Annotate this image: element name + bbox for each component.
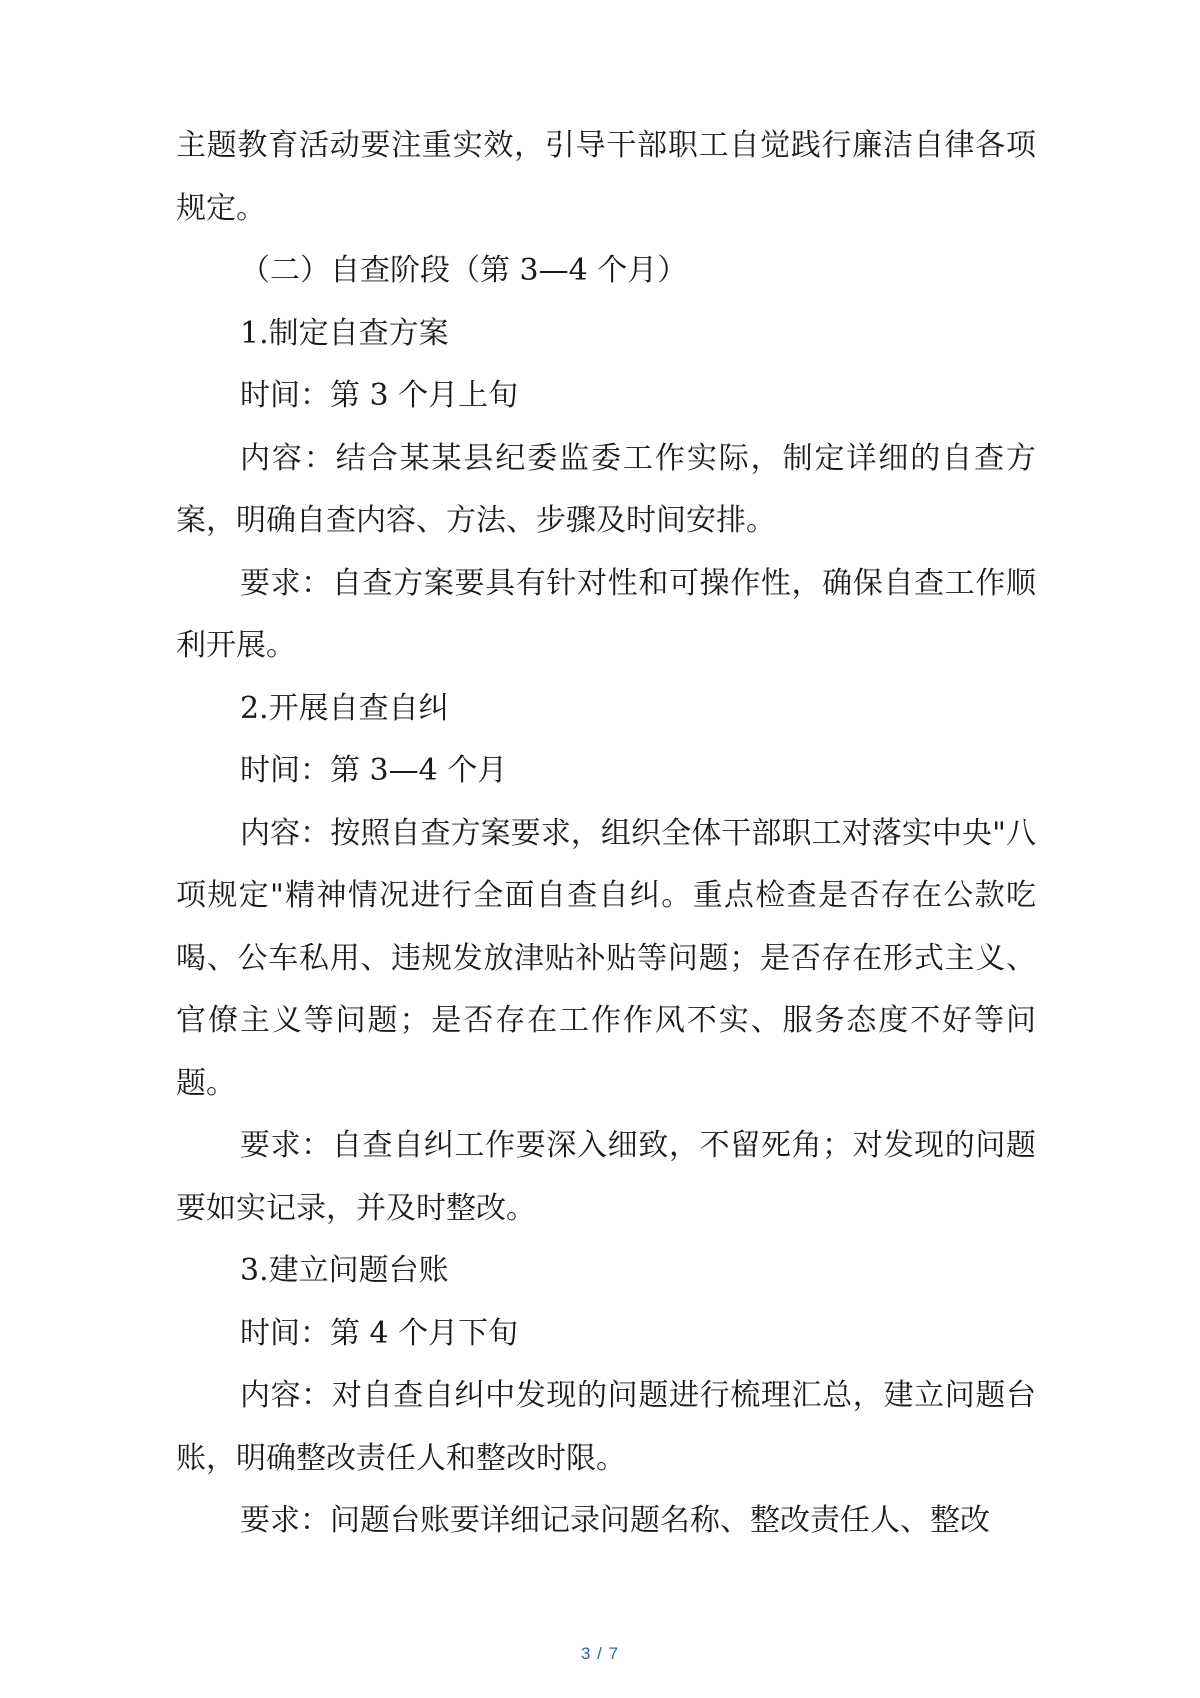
page-number: 3 / 7: [580, 1644, 620, 1663]
paragraph-self-correct-time: 时间：第 3—4 个月: [240, 753, 508, 788]
paragraph-ledger-time: 时间：第 4 个月下旬: [240, 1315, 519, 1351]
paragraph-plan-content: 内容：结合某某县纪委监委工作实际，制定详细的自查方案，明确自查内容、方法、步骤及时间安排。: [176, 440, 1036, 538]
paragraph-self-correct-requirement: 要求：自查自纠工作要深入细致，不留死角；对发现的问题要如实记录，并及时整改。: [176, 1128, 1036, 1226]
subheading-issue-ledger: 3.建立问题台账: [240, 1253, 449, 1288]
paragraph-self-correct-content: 内容：按照自查方案要求，组织全体干部职工对落实中央"八项规定"精神情况进行全面自查自纠。重点检查是否存在公款吃喝、公车私用、违规发放津贴补贴等问题；是否存在形式主义、官僚主义等问题；是否存在工作作风不实、服务态度不好等问题。: [176, 815, 1036, 1101]
paragraph-plan-time: 时间：第 3 个月上旬: [240, 378, 519, 413]
subheading-self-correct: 2.开展自查自纠: [240, 690, 449, 726]
paragraph-ledger-content: 内容：对自查自纠中发现的问题进行梳理汇总，建立问题台账，明确整改责任人和整改时限。: [176, 1378, 1036, 1476]
document-body: [176, 115, 1036, 1553]
subheading-make-plan: 1.制定自查方案: [240, 315, 449, 351]
paragraph-plan-requirement: 要求：自查方案要具有针对性和可操作性，确保自查工作顺利开展。: [176, 565, 1036, 663]
paragraph-continuation: 主题教育活动要注重实效，引导干部职工自觉践行廉洁自律各项规定。: [176, 128, 1036, 226]
section-heading-self-check: （二）自查阶段（第 3—4 个月）: [240, 253, 688, 288]
paragraph-ledger-requirement: 要求：问题台账要详细记录问题名称、整改责任人、整改: [240, 1503, 990, 1538]
